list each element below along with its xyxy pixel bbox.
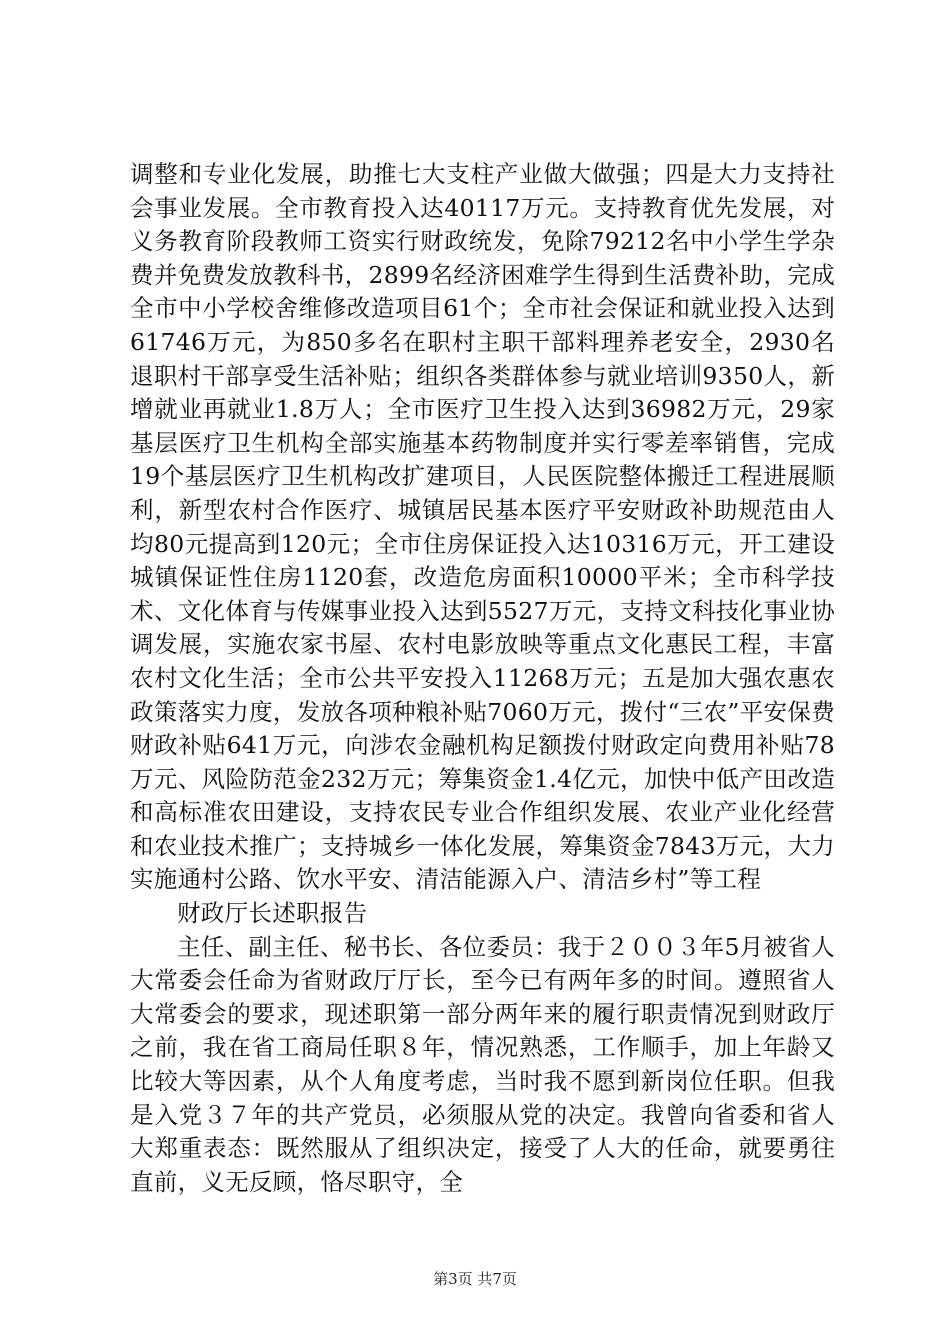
body-paragraph-2: 主任、副主任、秘书长、各位委员：我于２００３年5月被省人大常委会任命为省财政厅厅长，至今已有两年多的时间。遵照省人大常委会的要求，现述职第一部分两年来的履行职责情况到财政厅之前，我在省工商局任职８年，情况熟悉，工作顺手，加上年龄又比较大等因素，从个人角度考虑，当时我不愿到新岗位任职。但我是入党３７年的共产党员，必须服从党的决定。我曾向省委和省人大郑重表态：既然服从了组织决定，接受了人大的任命，就要勇往直前，义无反顾，恪尽职守，全 — [130, 932, 835, 1196]
document-body — [130, 158, 835, 1199]
body-paragraph-1: 调整和专业化发展，助推七大支柱产业做大做强；四是大力支持社会事业发展。全市教育投入达40117万元。支持教育优先发展，对义务教育阶段教师工资实行财政统发，免除79212名中小学生学杂费并免费发放教科书，2899名经济困难学生得到生活费补助，完成全市中小学校舍维修改造项目61个；全市社会保证和就业投入达到61746万元，为850多名在职村主职干部料理养老安全，2930名退职村干部享受生活补贴；组织各类群体参与就业培训9350人，新增就业再就业1.8万人；全市医疗卫生投入达到36982万元，29家基层医疗卫生机构全部实施基本药物制度并实行零差率销售，完成19个基层医疗卫生机构改扩建项目，人民医院整体搬迁工程进展顺利，新型农村合作医疗、城镇居民基本医疗平安财政补助规范由人均80元提高到120元；全市住房保证投入达10316万元，开工建设城镇保证性住房1120套，改造危房面积10000平米；全市科学技术、文化体育与传媒事业投入达到5527万元，支持文科技化事业协调发展，实施农家书屋、农村电影放映等重点文化惠民工程，丰富农村文化生活；全市公共平安投入11268万元；五是加大强农惠农政策落实力度，发放各项种粮补贴7060万元，拨付“三农”平安保费财政补贴641万元，向涉农金融机构足额拨付财政定向费用补贴78万元、风险防范金232万元；筹集资金1.4亿元，加快中低产田改造和高标准农田建设，支持农民专业合作组织发展、农业产业化经营和农业技术推广；支持城乡一体化发展，筹集资金7843万元，大力实施通村公路、饮水平安、清洁能源入户、清洁乡村”等工程 — [130, 160, 835, 894]
page-footer: 第3页 共7页 — [433, 1270, 517, 1288]
report-title: 财政厅长述职报告 — [177, 899, 368, 928]
